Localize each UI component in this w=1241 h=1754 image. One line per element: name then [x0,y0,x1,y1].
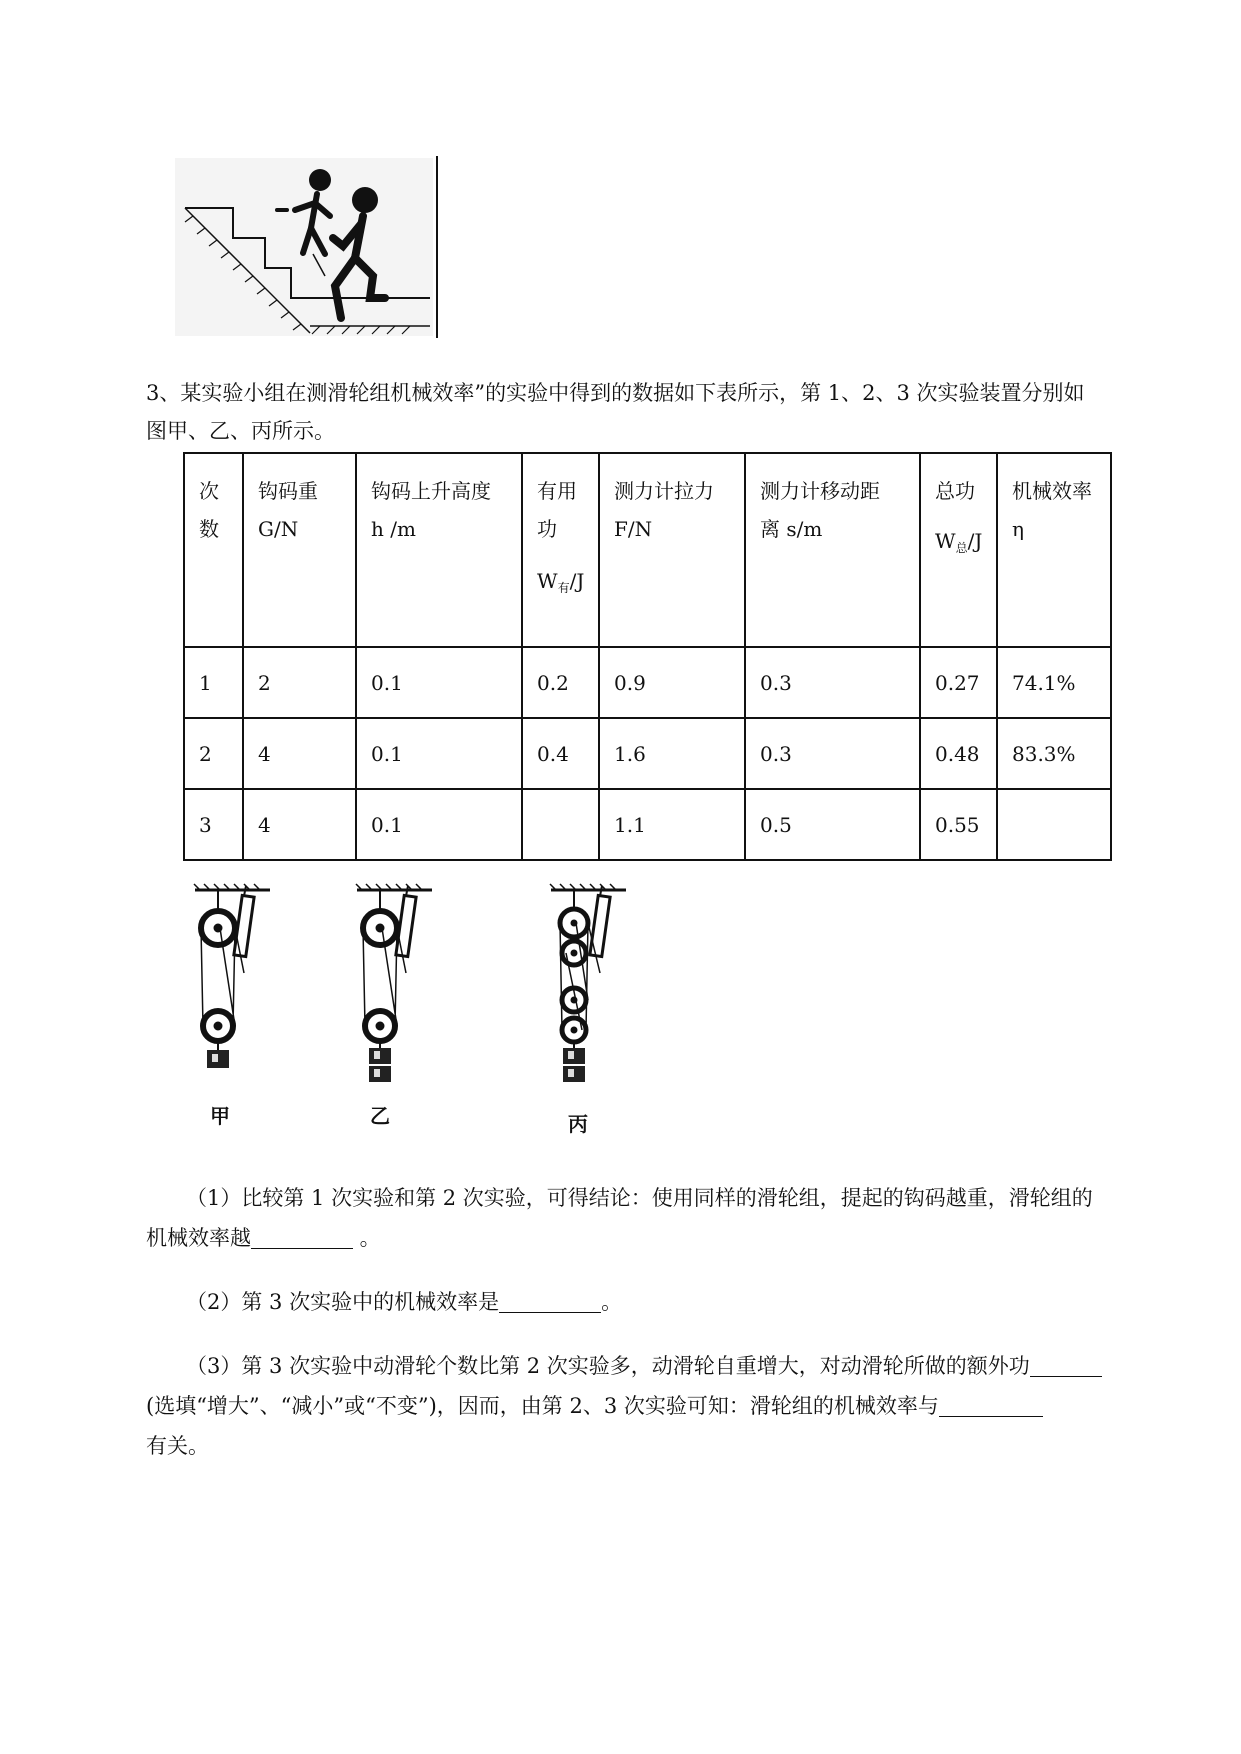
table-cell: 0.4 [522,718,599,789]
q1-line1: （1）比较第 1 次实验和第 2 次实验，可得结论：使用同样的滑轮组，提起的钩码越重，滑轮组的 [186,1186,1093,1210]
table-cell: 0.55 [920,789,997,860]
header-cell: 次 数 [184,453,243,647]
stairs-illustration [175,158,435,338]
header-cell: 有用 功 $W_有/J$ [522,453,599,647]
pulley-diagram-yi [352,878,442,1088]
pulley-figure-jia [190,878,280,1128]
q3-line1: （3）第 3 次实验中动滑轮个数比第 2 次实验多，动滑轮自重增大，对动滑轮所做的额外功 [186,1346,1102,1386]
pulley-figure-yi [352,878,442,1128]
table-cell: 0.27 [920,647,997,718]
q3-line3: 有关。 [146,1434,209,1458]
table-cell: 0.1 [356,718,522,789]
pulley-figure-bing [546,878,636,1138]
table-cell: 1.6 [599,718,745,789]
table-row [184,789,1111,860]
pulley-diagram-bing [546,878,636,1088]
table-cell: 0.1 [356,789,522,860]
table-cell: 1.1 [599,789,745,860]
q3-answer-blank-2[interactable] [939,1392,1043,1417]
pulley-diagram-jia [190,878,280,1078]
table-row [184,647,1111,718]
q3-answer-blank-1[interactable] [1030,1352,1102,1377]
figure-label-jia: 甲 [210,1104,230,1128]
table-cell: 1 [184,647,243,718]
table-cell: 0.2 [522,647,599,718]
table-cell [522,789,599,860]
q2-line: （2）第 3 次实验中的机械效率是 。 [186,1290,623,1314]
table-cell: 0.48 [920,718,997,789]
table-cell: 4 [243,789,356,860]
header-cell: 测力计移动距 离 s/m [745,453,920,647]
data-table [183,452,1112,861]
header-cell: 总功 $W_总/J$ [920,453,997,647]
table-cell: 4 [243,718,356,789]
table-cell: 3 [184,789,243,860]
table-row [184,718,1111,789]
header-cell: 机械效率 η [997,453,1111,647]
table-cell: 0.5 [745,789,920,860]
figure-label-yi: 乙 [370,1104,390,1128]
table-cell: 74.1% [997,647,1111,718]
q2-answer-blank[interactable] [499,1288,601,1313]
q1-line2: 机械效率越 。 [146,1226,381,1250]
table-cell: 0.1 [356,647,522,718]
table-cell: 0.9 [599,647,745,718]
figure-label-bing: 丙 [568,1112,588,1136]
header-cell: 钩码重 G/N [243,453,356,647]
header-cell: 测力计拉力 F/N [599,453,745,647]
table-cell: 0.3 [745,647,920,718]
table-cell: 2 [243,647,356,718]
table-cell: 2 [184,718,243,789]
table-cell: 83.3% [997,718,1111,789]
q1-answer-blank[interactable] [251,1224,353,1249]
table-cell: 0.3 [745,718,920,789]
question-stem-line2: 图甲、乙、丙所示。 [146,419,335,443]
table-header-row [184,453,1111,647]
vertical-divider [436,156,438,338]
question-stem-line1: 3、某实验小组在测滑轮组机械效率”的实验中得到的数据如下表所示，第 1、2、3 次实验装置分别如 [146,381,1085,405]
stairs-figure [175,158,435,338]
q3-line2: (选填“增大”、“减小”或“不变”)，因而，由第 2、3 次实验可知：滑轮组的机械效率与 [146,1386,1043,1426]
header-cell: 钩码上升高度 h /m [356,453,522,647]
table-cell [997,789,1111,860]
